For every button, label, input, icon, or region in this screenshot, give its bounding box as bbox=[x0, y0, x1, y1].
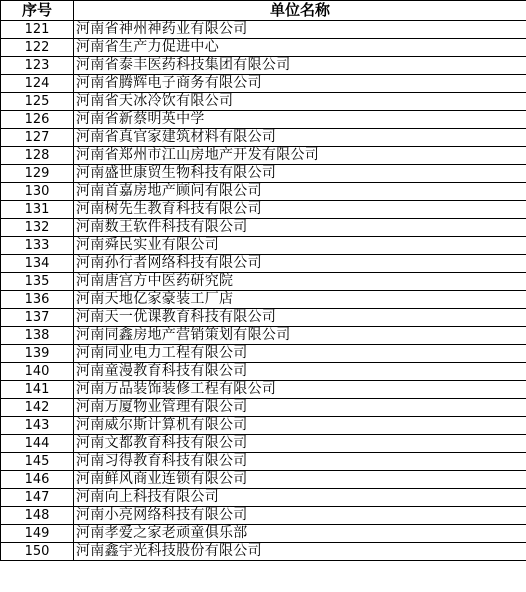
row-name: 河南省天冰冷饮有限公司 bbox=[74, 93, 526, 111]
table-row bbox=[1, 75, 526, 93]
row-seq: 129 bbox=[1, 165, 74, 183]
row-name: 河南省泰丰医药科技集团有限公司 bbox=[74, 57, 526, 75]
row-seq: 145 bbox=[1, 453, 74, 471]
row-name: 河南省生产力促进中心 bbox=[74, 39, 526, 57]
row-seq: 144 bbox=[1, 435, 74, 453]
row-name: 河南向上科技有限公司 bbox=[74, 489, 526, 507]
table-row bbox=[1, 129, 526, 147]
row-name: 河南习得教育科技有限公司 bbox=[74, 453, 526, 471]
table-row bbox=[1, 147, 526, 165]
row-seq: 125 bbox=[1, 93, 74, 111]
row-seq: 122 bbox=[1, 39, 74, 57]
row-name: 河南树先生教育科技有限公司 bbox=[74, 201, 526, 219]
row-seq: 149 bbox=[1, 525, 74, 543]
table-row bbox=[1, 21, 526, 39]
row-name: 河南首嘉房地产顾问有限公司 bbox=[74, 183, 526, 201]
table-row bbox=[1, 489, 526, 507]
row-name: 河南天一优课教育科技有限公司 bbox=[74, 309, 526, 327]
table-row bbox=[1, 291, 526, 309]
header-seq: 序号 bbox=[1, 1, 74, 21]
row-seq: 131 bbox=[1, 201, 74, 219]
row-seq: 148 bbox=[1, 507, 74, 525]
table-row bbox=[1, 273, 526, 291]
row-seq: 123 bbox=[1, 57, 74, 75]
row-name: 河南威尔斯计算机有限公司 bbox=[74, 417, 526, 435]
row-name: 河南小亮网络科技有限公司 bbox=[74, 507, 526, 525]
table-row bbox=[1, 417, 526, 435]
row-name: 河南同鑫房地产营销策划有限公司 bbox=[74, 327, 526, 345]
row-name: 河南天地亿家豪装工厂店 bbox=[74, 291, 526, 309]
table-row bbox=[1, 93, 526, 111]
row-seq: 121 bbox=[1, 21, 74, 39]
row-seq: 140 bbox=[1, 363, 74, 381]
row-name: 河南省郑州市江山房地产开发有限公司 bbox=[74, 147, 526, 165]
table-row bbox=[1, 201, 526, 219]
row-seq: 135 bbox=[1, 273, 74, 291]
row-name: 河南省真官家建筑材料有限公司 bbox=[74, 129, 526, 147]
row-seq: 126 bbox=[1, 111, 74, 129]
row-seq: 124 bbox=[1, 75, 74, 93]
table-row bbox=[1, 435, 526, 453]
row-name: 河南童漫教育科技有限公司 bbox=[74, 363, 526, 381]
row-seq: 147 bbox=[1, 489, 74, 507]
row-seq: 133 bbox=[1, 237, 74, 255]
table-row bbox=[1, 183, 526, 201]
row-seq: 137 bbox=[1, 309, 74, 327]
row-seq: 139 bbox=[1, 345, 74, 363]
table-row bbox=[1, 381, 526, 399]
table-row bbox=[1, 399, 526, 417]
row-name: 河南唐宫方中医药研究院 bbox=[74, 273, 526, 291]
table-header-row bbox=[1, 1, 526, 21]
row-seq: 127 bbox=[1, 129, 74, 147]
row-name: 河南万厦物业管理有限公司 bbox=[74, 399, 526, 417]
row-seq: 146 bbox=[1, 471, 74, 489]
row-name: 河南舜民实业有限公司 bbox=[74, 237, 526, 255]
table-row bbox=[1, 219, 526, 237]
row-name: 河南盛世康贸生物科技有限公司 bbox=[74, 165, 526, 183]
table-row bbox=[1, 525, 526, 543]
row-seq: 143 bbox=[1, 417, 74, 435]
row-name: 河南鲜风商业连锁有限公司 bbox=[74, 471, 526, 489]
row-name: 河南数王软件科技有限公司 bbox=[74, 219, 526, 237]
table-row bbox=[1, 255, 526, 273]
table-row bbox=[1, 57, 526, 75]
table-row bbox=[1, 453, 526, 471]
row-name: 河南孝爱之家老顽童俱乐部 bbox=[74, 525, 526, 543]
table-row bbox=[1, 111, 526, 129]
row-name: 河南万品装饰装修工程有限公司 bbox=[74, 381, 526, 399]
table-row bbox=[1, 543, 526, 561]
row-seq: 142 bbox=[1, 399, 74, 417]
row-name: 河南文都教育科技有限公司 bbox=[74, 435, 526, 453]
row-name: 河南省神州神药业有限公司 bbox=[74, 21, 526, 39]
row-seq: 132 bbox=[1, 219, 74, 237]
row-name: 河南孙行者网络科技有限公司 bbox=[74, 255, 526, 273]
table-row bbox=[1, 507, 526, 525]
row-name: 河南鑫宇光科技股份有限公司 bbox=[74, 543, 526, 561]
table-row bbox=[1, 165, 526, 183]
table-row bbox=[1, 327, 526, 345]
table-row bbox=[1, 471, 526, 489]
row-seq: 134 bbox=[1, 255, 74, 273]
row-seq: 128 bbox=[1, 147, 74, 165]
table-row bbox=[1, 237, 526, 255]
header-name: 单位名称 bbox=[74, 1, 526, 21]
table-row bbox=[1, 345, 526, 363]
row-seq: 150 bbox=[1, 543, 74, 561]
row-name: 河南省新蔡明英中学 bbox=[74, 111, 526, 129]
row-name: 河南省腾辉电子商务有限公司 bbox=[74, 75, 526, 93]
row-seq: 141 bbox=[1, 381, 74, 399]
row-seq: 136 bbox=[1, 291, 74, 309]
table-row bbox=[1, 39, 526, 57]
row-name: 河南同业电力工程有限公司 bbox=[74, 345, 526, 363]
table-row bbox=[1, 363, 526, 381]
table-row bbox=[1, 309, 526, 327]
row-seq: 138 bbox=[1, 327, 74, 345]
row-seq: 130 bbox=[1, 183, 74, 201]
